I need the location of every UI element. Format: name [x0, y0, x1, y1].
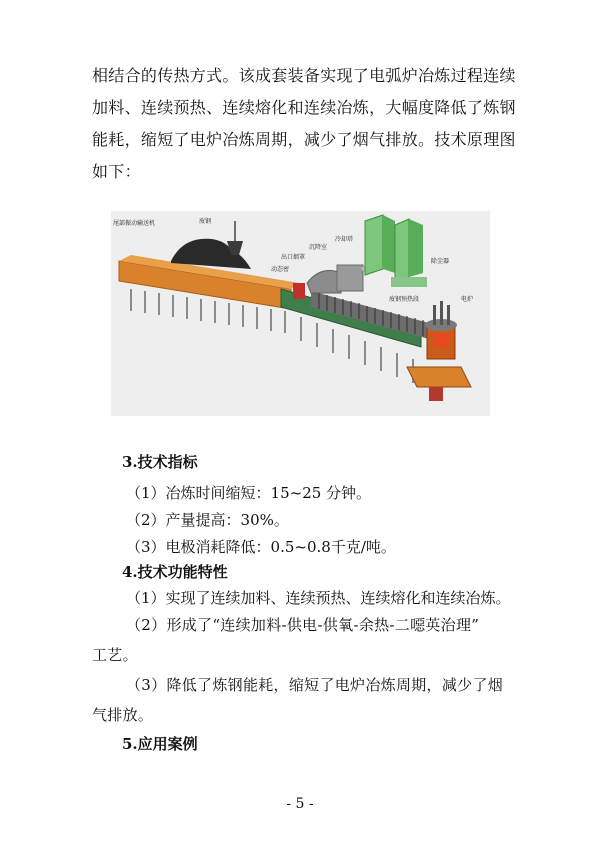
section-4-item-2-line: （2）形成了“连续加料-供电-供氧-余热-二噁英治理” [126, 616, 480, 634]
technical-principle-diagram [111, 211, 490, 416]
outlet-hood [307, 271, 341, 293]
section-3-item: （1）冶炼时间缩短：15~25 分钟。 [126, 484, 372, 502]
section-5-heading: 5.应用案例 [122, 735, 198, 753]
section-4-item-2 [92, 610, 522, 670]
furnace-base [407, 367, 471, 387]
label-electric-furnace: 电炉 [461, 296, 474, 303]
label-scrap: 废钢 [199, 218, 212, 225]
label-dust-collector: 除尘器 [431, 258, 450, 265]
section-4-heading: 4.技术功能特性 [122, 563, 228, 581]
label-tail-conveyor: 尾部振动输送机 [113, 220, 156, 227]
section-3-item: （3）电极消耗降低：0.5~0.8千克/吨。 [126, 538, 396, 556]
label-settling-chamber: 沉降室 [309, 244, 328, 251]
section-3-item: （2）产量提高：30%。 [126, 511, 289, 529]
section-3-heading: 3.技术指标 [122, 453, 198, 471]
section-4-item-3 [92, 670, 522, 730]
dynamic-seal [293, 283, 305, 299]
section-4-item-3-line: （3）降低了炼钢能耗，缩短了电炉冶炼周期，减少了烟 [126, 676, 504, 694]
label-preheat-section: 废钢预热段 [389, 296, 420, 303]
settling-chamber [337, 265, 363, 291]
section-4-item-2-line: 工艺。 [92, 646, 138, 664]
cooling-tower [365, 215, 383, 275]
electric-furnace [425, 301, 457, 359]
intro-line: 加料、连续预热、连续熔化和连续冶炼，大幅度降低了炼钢 [92, 98, 516, 117]
label-dynamic-seal: 动态密 [271, 266, 290, 273]
intro-line: 如下： [92, 162, 141, 181]
cooling-tower-side [383, 215, 395, 273]
page-number: - 5 - [286, 796, 314, 812]
label-cooling-tower: 冷却塔 [335, 236, 354, 243]
label-outlet-hood: 出口烟罩 [281, 254, 306, 261]
dust-collector-side [409, 219, 423, 277]
dust-collector-base [391, 277, 427, 287]
dust-collector [395, 219, 409, 281]
intro-line: 能耗，缩短了电炉冶炼周期，减少了烟气排放。技术原理图 [92, 130, 516, 149]
ladle [429, 387, 443, 401]
section-4-item-1: （1）实现了连续加料、连续预热、连续熔化和连续冶炼。 [126, 589, 511, 607]
intro-paragraph [92, 60, 522, 188]
section-4-item-3-line: 气排放。 [92, 706, 154, 724]
intro-line: 相结合的传热方式。该成套装备实现了电弧炉冶炼过程连续 [92, 66, 516, 85]
